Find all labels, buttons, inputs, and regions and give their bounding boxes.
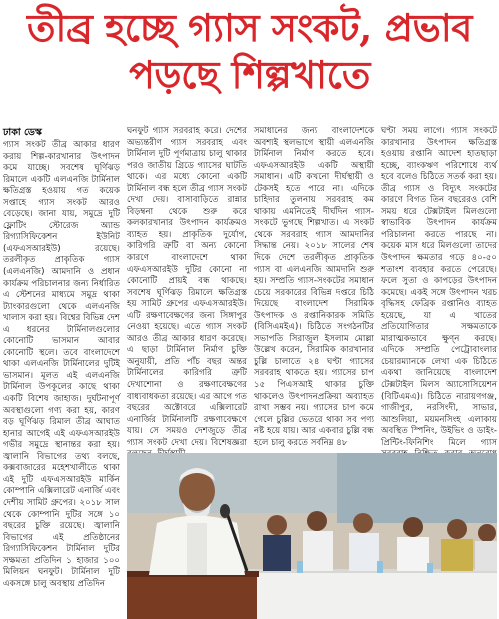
headline-line-2: পড়ছে শিল্পখাতে [129,52,370,97]
article-column-2 [127,126,247,453]
headline-line-1: তীব্র হচ্ছে গ্যাস সংকট, প্রভাব [27,5,472,50]
headline [0,4,499,98]
column-1-text: গ্যাস সংকট তীব্র আকার ধারণ করায় শিল্প-কারখানার উৎপাদন কমে যাচ্ছে। সবশেষ ঘূর্ণিঝড় রিমালে একটি এলএনজি টার্মিনাল ক্ষতিগ্রস্ত হওয়ায় গত কয়েক সপ্তাহে গ্যাস সংকট আরও বেড়েছে। জানা যায়, সমুদ্রে দুটি ফ্লোটিং স্টোরেজ অ্যান্ড রিগ্যাসিফিকেশন ইউনিট (এফএসআরইউ) রয়েছে। তরলীকৃত প্রাকৃতিক গ্যাস (এলএনজি) আমদানি ও প্রধান কার্যক্রম পরিচালনার জন্য নির্ধারিত এ স্টেশনের মাধ্যমে সমুদ্র থাকা ট্যাংকারগুলো থেকে এলএনজি খালাস করা হয়। বিশ্বের বিভিন্ন দেশ এ ধরনের টার্মিনালগুলোর কোনোটি ভাসমান আবার কোনোটি স্থলে। তবে বাংলাদেশে থাকা এলএনজি টার্মিনালের দুটিই ভাসমান। মূলত এই এলএনজি টার্মিনাল উপকূলের কাছে থাকা একটি বিশেষ জাহাজ। দুর্ঘটনাপূর্ণ অবস্থাগুলো গণ্য করা হয়, কারণ বড় ঘূর্ণিঝড় রিমাল তীব্র আঘাত হানার আগেই এই এফএসআরইউ গভীর সমুদ্রে স্থানান্তর করা হয়। জ্বালানি বিভাগের তথ্য বলছে, কক্সবাজারের মহেশখালীতে থাকা এই দুটি এফএসআরইউ মার্কিন কোম্পানি এক্সিলারেট এনার্জি এবং দেশীয় সামিট গ্রুপের। ২০১৮ সাল থেকে কোম্পানি দুটির সঙ্গে ১০ বছরের চুক্তি রয়েছে। জ্বালানি বিভাগের এই প্রতিষ্ঠানের রিগ্যাসিফিকেশন টার্মিনাল দুটির সক্ষমতা প্রতিদিন ১ হাজার ১০০ মিলিয়ন ঘনফুট। টার্মিনাল দুটি একসঙ্গে চালু অবস্থায় প্রতিদিন [3,140,120,589]
article-column-4 [381,126,497,453]
event-photo-illustration [127,453,497,619]
column-4-text: ঘণ্টা সময় লাগে। গ্যাস সংকটে কারখানার উৎপাদন ক্ষতিগ্রস্ত হওয়ায় রপ্তানি আদেশ হাতছাড়া হচ্ছে, ব্যাংকঋণ পরিশোধে ব্যর্থ হবে বলেও চিঠিতে সতর্ক করা হয়। তীব্র গ্যাস ও বিদ্যুৎ সংকটের কারণে বিগত তিন বছরেরও বেশি সময় ধরে টেক্সটাইল মিলগুলো স্বাভাবিক উৎপাদন কার্যক্রম পরিচালনা করতে পারছে না। কয়েক মাস ধরে মিলগুলো তাদের উৎপাদন ক্ষমতার গড়ে ৪০-৫০ শতাংশ ব্যবহার করতে পেরেছে। ফলে সুতা ও কাপড়ের উৎপাদন কমেছে। একই সঙ্গে উৎপাদন খরচ বৃদ্ধিসহ ফেব্রিক রপ্তানিও ব্যাহত হয়েছে, যা এ খাতের প্রতিযোগিতার সক্ষমতাকে মারাত্মকভাবে ক্ষুণ্ন করছে। এদিকে সম্প্রতি পেট্রোবাংলার চেয়ারম্যানকে লেখা এক চিঠিতে একথা জানিয়েছে বাংলাদেশ টেক্সটাইল মিলস অ্যাসোসিয়েশন (বিটিএমএ)। চিঠিতে নারায়ণগঞ্জ, গাজীপুর, নরসিংদী, সাভার, আশুলিয়া, ময়মনসিংহ এলাকায় অবস্থিত স্পিনিং, উইভিং ও ডাইং-প্রিন্টিং-ফিনিশিং মিলে গ্যাস [381,126,497,448]
article-column-3 [254,126,374,453]
event-photo [127,453,497,619]
column-3-text: সমাধানের জন্য বাংলাদেশকে অবশ্যই স্থলভাগে স্থায়ী এলএনজি টার্মিনাল নির্মাণ করতে হবে। এফএসআরইউ একটি অস্থায়ী সমাধান। এটি কখনো দীর্ঘস্থায়ী ও টেকসই হতে পারে না। এদিকে চাহিদার তুলনায় সরবরাহ কম থাকায় এমনিতেই দীর্ঘদিন গ্যাস-সংকটে ভুগছে শিল্পখাত। এ সংকট থেকে সরবরাহ গ্যাস আমদানির সিদ্ধান্ত নেয়। ২০১৮ সালের শেষ দিকে দেশে তরলীকৃত প্রাকৃতিক গ্যাস বা এলএনজি আমদানি শুরু হয়। সম্প্রতি গ্যাস-সংকটের সমাধান চেয়ে সরকারের বিভিন্ন দপ্তরে চিঠি দিয়েছে বাংলাদেশ সিরামিক উৎপাদক ও রপ্তানিকারক সমিতি (বিসিএমইএ)। চিঠিতে সংগঠনটির সভাপতি সিরাজুল ইসলাম মোল্লা উল্লেখ করেন, সিরামিক কারখানার চুল্লি চালাতে ২৪ ঘণ্টা গ্যাসের সরবরাহ থাকতে হয়। গ্যাসের চাপ ১৫ পিএসআই থাকার চুক্তি থাকলেও উৎপাদনপ্রক্রিয়া অব্যাহত রাখা সম্ভব নয়। গ্যাসের চাপ কমে গেলে চুল্লির ভেতরে থাকা সব পণ্য নষ্ট হয়ে যায়। আর একবার চুল্লি বন্ধ হলে চালু করতে সর্বনিম্ন ৪৮ [254,126,374,448]
byline: ঢাকা ডেস্ক [3,127,42,138]
article-column-1 [3,126,120,619]
column-2-text: ঘনফুট গ্যাস সরবরাহ করে। দেশের অভ্যন্তরীণ গ্যাস সরবরাহ এবং টার্মিনাল দুটি পূর্ণমাত্রায় চালু থাকার পরও জাতীয় গ্রিডে গ্যাসের ঘাটতি থাকে। এর মধ্যে কোনো একটি টার্মিনাল বন্ধ হলে তীব্র গ্যাস সংকট দেখা দেয়। বাসাবাড়িতে রান্নার বিড়ম্বনা থেকে শুরু করে কলকারখানার উৎপাদন কার্যক্রমও ব্যাহত হয়। প্রাকৃতিক দুর্যোগ, কারিগরি ত্রুটি বা অন্য কোনো কারণে বাংলাদেশে থাকা এফএসআরইউ দুটির কোনো না কোনোটি প্রায়ই বন্ধ থাকছে। সবশেষ ঘূর্ণিঝড় রিমালে ক্ষতিগ্রস্ত হয় সামিট গ্রুপের এফএসআরইউ। এটি রক্ষণাবেক্ষণের জন্য সিঙ্গাপুর নেওয়া হয়েছে। এতে গ্যাস সংকট আরও তীব্র আকার ধারণ করেছে। এ ছাড়া টার্মিনাল নির্মাণ চুক্তি অনুযায়ী, প্রতি পাঁচ বছর অন্তর টার্মিনালের কারিগরি ত্রুটি দেখাশোনা ও রক্ষণাবেক্ষণের বাধ্যবাধকতা রয়েছে। এর আগে গত বছরের অক্টোবরে এক্সিলারেট এনার্জির টার্মিনালটি রক্ষণাবেক্ষণে যায়। সে সময়ও দেশজুড়ে তীব্র গ্যাস সংকট দেখা দেয়। বিশেষজ্ঞরা [127,126,247,448]
